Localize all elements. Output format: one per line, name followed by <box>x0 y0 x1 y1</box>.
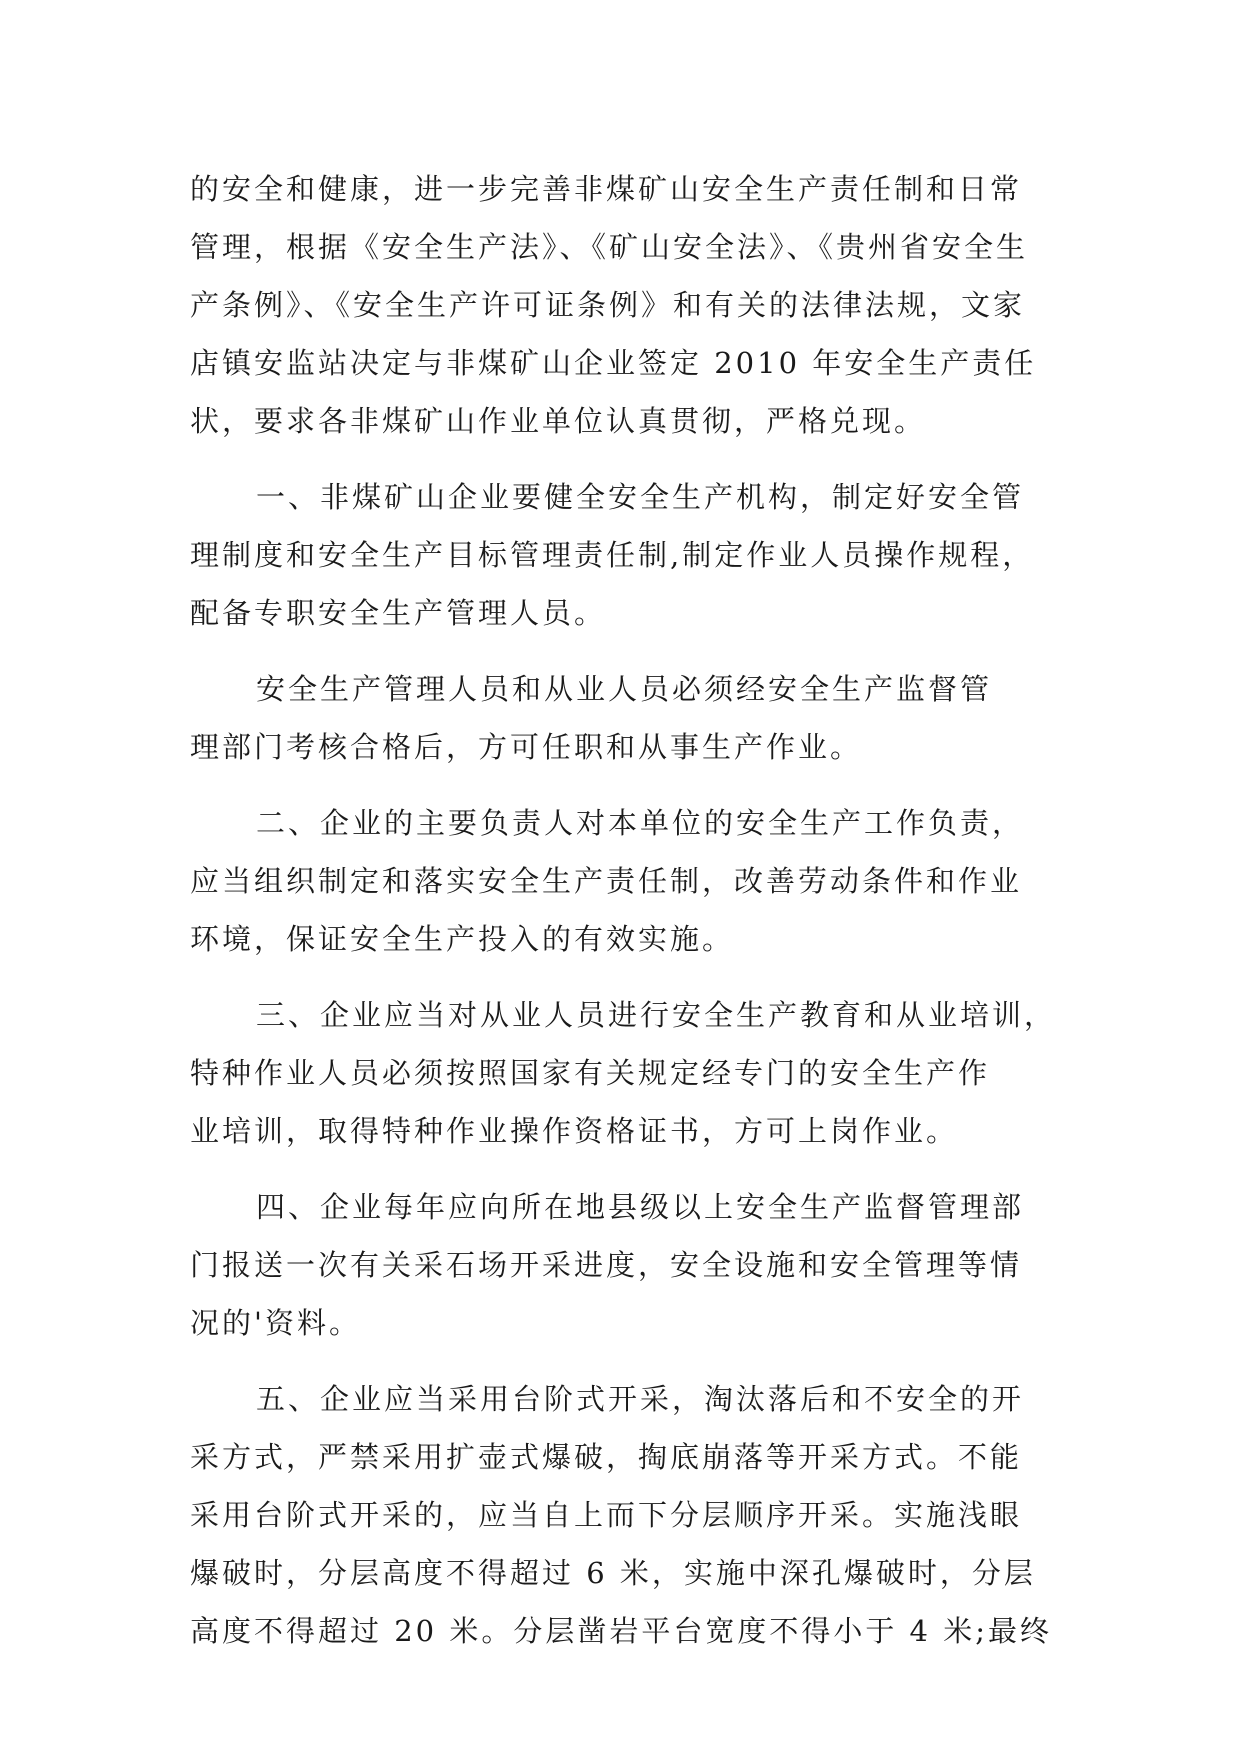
paragraph-line: 采用台阶式开采的，应当自上而下分层顺序开采。实施浅眼 <box>190 1498 1023 1532</box>
paragraph-spacer <box>190 968 1050 986</box>
paragraph-line: 理制度和安全生产目标管理责任制,制定作业人员操作规程， <box>190 538 1035 572</box>
paragraph-line: 应当组织制定和落实安全生产责任制，改善劳动条件和作业 <box>190 864 1023 898</box>
paragraph-line: 的安全和健康，进一步完善非煤矿山安全生产责任制和日常 <box>190 172 1023 206</box>
paragraph-line: 爆破时，分层高度不得超过 6 米，实施中深孔爆破时，分层 <box>190 1556 1036 1590</box>
paragraph-line: 管理，根据《安全生产法》、《矿山安全法》、《贵州省安全生 <box>190 230 1029 264</box>
paragraph-line: 高度不得超过 20 米。分层凿岩平台宽度不得小于 4 米;最终 <box>190 1614 1052 1648</box>
paragraph-line: 四、企业每年应向所在地县级以上安全生产监督管理部 <box>256 1190 1025 1224</box>
paragraph-line: 二、企业的主要负责人对本单位的安全生产工作负责， <box>256 806 1025 840</box>
paragraph-line: 理部门考核合格后，方可任职和从事生产作业。 <box>190 730 863 764</box>
paragraph-line: 产条例》、《安全生产许可证条例》和有关的法律法规，文家 <box>190 288 1026 322</box>
paragraph-line: 门报送一次有关采石场开采进度，安全设施和安全管理等情 <box>190 1248 1023 1282</box>
paragraph-line: 特种作业人员必须按照国家有关规定经专门的安全生产作 <box>190 1056 991 1090</box>
paragraph-spacer <box>190 1352 1050 1370</box>
paragraph-spacer <box>190 450 1050 468</box>
paragraph-line: 店镇安监站决定与非煤矿山企业签定 2010 年安全生产责任 <box>190 346 1037 380</box>
paragraph-spacer <box>190 642 1050 660</box>
paragraph-line: 配备专职安全生产管理人员。 <box>190 596 607 630</box>
paragraph-spacer <box>190 776 1050 794</box>
paragraph-line: 三、企业应当对从业人员进行安全生产教育和从业培训， <box>256 998 1057 1032</box>
paragraph-line: 况的'资料。 <box>190 1306 361 1340</box>
paragraph-line: 环境，保证安全生产投入的有效实施。 <box>190 922 735 956</box>
paragraph-line: 五、企业应当采用台阶式开采，淘汰落后和不安全的开 <box>256 1382 1025 1416</box>
paragraph-line: 一、非煤矿山企业要健全安全生产机构，制定好安全管 <box>256 480 1025 514</box>
document-body <box>190 160 1057 1660</box>
paragraph-line: 业培训，取得特种作业操作资格证书，方可上岗作业。 <box>190 1114 959 1148</box>
paragraph-line: 采方式，严禁采用扩壶式爆破，掏底崩落等开采方式。不能 <box>190 1440 1023 1474</box>
paragraph-spacer <box>190 1160 1050 1178</box>
paragraph-line: 状，要求各非煤矿山作业单位认真贯彻，严格兑现。 <box>190 404 927 438</box>
paragraph-line: 安全生产管理人员和从业人员必须经安全生产监督管 <box>256 672 993 706</box>
